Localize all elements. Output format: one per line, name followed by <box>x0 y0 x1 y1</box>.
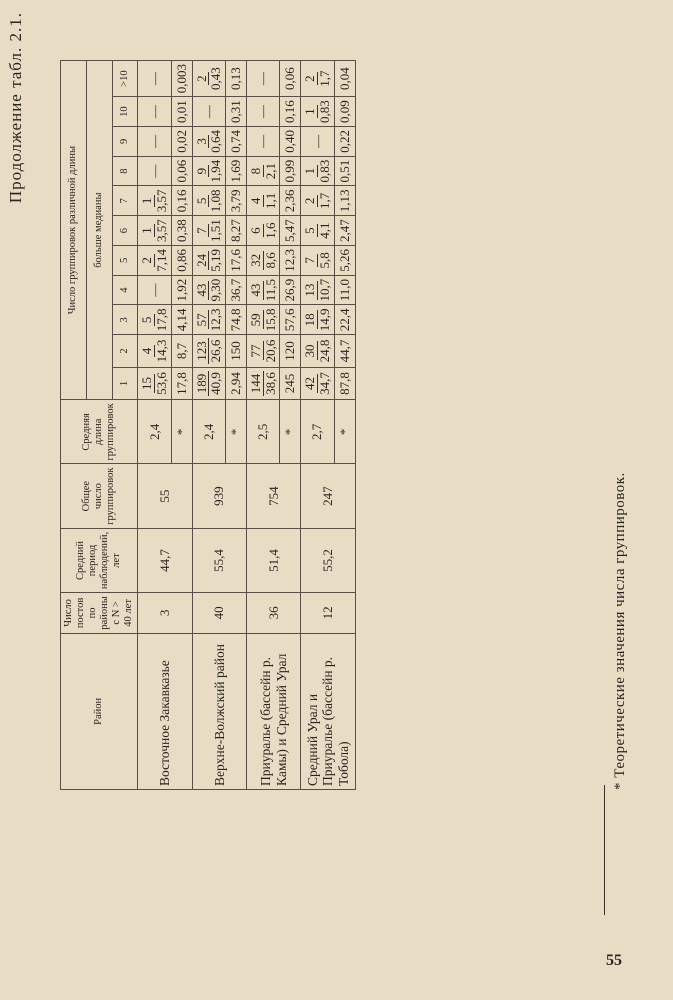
observed-cell <box>192 61 225 97</box>
observed-percent: 14,9 <box>316 308 332 332</box>
observed-count: 189 <box>195 371 210 397</box>
observed-cell <box>301 335 334 368</box>
fraction <box>303 160 331 183</box>
theory-cell: 0,04 <box>334 61 355 97</box>
fraction <box>195 279 223 302</box>
observed-cell <box>301 367 334 400</box>
avg-period-cell: 51,4 <box>246 528 300 592</box>
observed-cell <box>138 127 171 157</box>
col-header-above-median: больше медианы <box>86 61 112 400</box>
observed-count: 77 <box>249 342 264 361</box>
theory-cell: 74,8 <box>225 305 246 335</box>
observed-count: — <box>255 134 271 148</box>
fraction <box>195 219 223 242</box>
observed-percent: 4,1 <box>316 222 332 239</box>
observed-cell <box>192 127 225 157</box>
theory-cell: 0,38 <box>171 216 192 246</box>
observed-percent: 9,30 <box>208 278 224 302</box>
region-cell: Восточное Закавказье <box>138 633 192 789</box>
length-col-1: 1 <box>112 367 138 400</box>
observed-percent: 10,7 <box>316 278 332 302</box>
observed-cell <box>301 246 334 276</box>
observed-cell <box>246 246 279 276</box>
observed-percent: 26,6 <box>208 339 224 363</box>
table-body <box>138 61 355 790</box>
observed-percent: 3,57 <box>154 189 170 213</box>
fraction <box>140 338 168 364</box>
observed-cell <box>301 275 334 305</box>
col-header-groups-title: Число группировок различной длины <box>61 61 87 400</box>
fraction <box>256 130 270 153</box>
theory-cell: 2,36 <box>280 186 301 216</box>
observed-cell <box>301 61 334 97</box>
observed-cell <box>246 216 279 246</box>
fraction <box>256 64 270 93</box>
observed-count: — <box>200 105 216 119</box>
observed-count: 8 <box>249 165 264 178</box>
observed-cell <box>192 156 225 186</box>
theory-cell: 26,9 <box>280 275 301 305</box>
observed-percent: 7,14 <box>154 249 170 272</box>
fraction <box>140 219 168 242</box>
avg-length-cell: 2,4 <box>192 400 225 464</box>
fraction <box>303 338 331 364</box>
theory-cell: 8,27 <box>225 216 246 246</box>
observed-cell <box>192 97 225 127</box>
fraction <box>140 309 168 332</box>
observed-count: 1 <box>140 224 155 237</box>
avg-length-cell: 2,7 <box>301 400 334 464</box>
observed-cell <box>138 156 171 186</box>
col-header-stations: Число постов по районы с N > 40 лет <box>61 593 138 633</box>
observed-percent: 53,6 <box>154 372 170 395</box>
observed-cell <box>192 216 225 246</box>
observed-cell <box>138 246 171 276</box>
table-row <box>246 61 279 790</box>
observed-percent: 1,7 <box>316 70 332 87</box>
fraction <box>140 190 168 213</box>
theory-cell: 1,92 <box>171 275 192 305</box>
observed-count: 4 <box>249 195 264 208</box>
length-col-2: 2 <box>112 335 138 368</box>
data-table <box>60 60 356 790</box>
stations-cell: 3 <box>138 593 192 633</box>
observed-count: — <box>255 72 271 86</box>
observed-percent: 40,9 <box>208 372 224 395</box>
theory-mark: * <box>225 400 246 464</box>
col-header-total-groups: Общее число группировок <box>61 464 138 528</box>
fraction <box>195 338 223 364</box>
observed-percent: 0,83 <box>316 100 332 123</box>
theory-cell: 0,06 <box>280 61 301 97</box>
theory-cell: 17,8 <box>171 367 192 400</box>
theory-cell: 0,86 <box>171 246 192 276</box>
theory-cell: 0,51 <box>334 156 355 186</box>
observed-count: 7 <box>195 224 210 237</box>
length-col-8: 8 <box>112 156 138 186</box>
fraction <box>249 190 277 213</box>
fraction <box>249 160 277 183</box>
fraction <box>140 249 168 272</box>
fraction <box>303 190 331 213</box>
fraction <box>311 130 325 153</box>
theory-cell: 8,7 <box>171 335 192 368</box>
observed-count: 3 <box>195 135 210 148</box>
theory-cell: 36,7 <box>225 275 246 305</box>
observed-count: 2 <box>303 72 318 85</box>
observed-count: 7 <box>303 254 318 267</box>
observed-count: 1 <box>140 195 155 208</box>
observed-cell <box>138 186 171 216</box>
observed-percent: 1,1 <box>262 192 278 209</box>
observed-percent: 0,64 <box>208 130 224 153</box>
footnote-rule <box>604 785 605 915</box>
observed-cell <box>301 97 334 127</box>
theory-cell: 11,0 <box>334 275 355 305</box>
fraction <box>195 249 223 272</box>
fraction <box>303 100 331 123</box>
observed-cell <box>192 246 225 276</box>
fraction <box>249 338 277 364</box>
theory-cell: 4,14 <box>171 305 192 335</box>
observed-cell <box>138 305 171 335</box>
fraction <box>148 100 162 123</box>
observed-cell <box>301 156 334 186</box>
region-cell: Приуралье (бассейн р. Камы) и Средний Урал <box>246 633 300 789</box>
observed-percent: 5,8 <box>316 252 332 269</box>
region-cell: Верхне-Волжский район <box>192 633 246 789</box>
theory-cell: 0,16 <box>280 97 301 127</box>
observed-percent: 34,7 <box>316 372 332 395</box>
avg-period-cell: 44,7 <box>138 528 192 592</box>
observed-percent: 8,6 <box>262 252 278 269</box>
length-col-11: >10 <box>112 61 138 97</box>
theory-cell: 150 <box>225 335 246 368</box>
stations-cell: 36 <box>246 593 300 633</box>
observed-percent: 1,08 <box>208 189 224 213</box>
observed-count: — <box>146 164 162 178</box>
fraction <box>303 309 331 332</box>
theory-mark: * <box>280 400 301 464</box>
observed-count: 1 <box>303 165 318 178</box>
observed-percent: 14,3 <box>154 339 170 363</box>
observed-count: 4 <box>140 345 155 358</box>
avg-period-cell: 55,2 <box>301 528 355 592</box>
theory-cell: 0,13 <box>225 61 246 97</box>
observed-percent: 1,7 <box>316 192 332 209</box>
observed-percent: 17,8 <box>154 308 170 332</box>
observed-cell <box>301 127 334 157</box>
theory-cell: 12,3 <box>280 246 301 276</box>
fraction <box>303 371 331 397</box>
theory-cell: 17,6 <box>225 246 246 276</box>
avg-length-cell: 2,4 <box>138 400 171 464</box>
fraction <box>249 371 277 397</box>
observed-count: 24 <box>195 251 210 270</box>
observed-percent: 3,57 <box>154 219 170 242</box>
observed-cell <box>138 216 171 246</box>
observed-count: — <box>146 72 162 86</box>
theory-cell: 22,4 <box>334 305 355 335</box>
theory-cell: 1,69 <box>225 156 246 186</box>
observed-cell <box>138 335 171 368</box>
fraction <box>202 100 216 123</box>
theory-cell: 0,16 <box>171 186 192 216</box>
theory-cell: 0,01 <box>171 97 192 127</box>
observed-count: 6 <box>249 224 264 237</box>
observed-percent: 5,19 <box>208 249 224 272</box>
fraction <box>195 64 223 93</box>
region-cell: Средний Урал и Приуралье (бассейн р. Тобола) <box>301 633 355 789</box>
total-groups-cell: 939 <box>192 464 246 528</box>
observed-cell <box>192 186 225 216</box>
observed-cell <box>301 186 334 216</box>
observed-cell <box>138 275 171 305</box>
observed-cell <box>192 305 225 335</box>
theory-cell: 0,22 <box>334 127 355 157</box>
fraction <box>148 130 162 153</box>
observed-cell <box>301 216 334 246</box>
observed-cell <box>246 367 279 400</box>
observed-cell <box>246 335 279 368</box>
theory-cell: 120 <box>280 335 301 368</box>
theory-cell: 0,74 <box>225 127 246 157</box>
fraction <box>303 279 331 302</box>
observed-count: — <box>146 105 162 119</box>
observed-cell <box>192 275 225 305</box>
theory-cell: 5,26 <box>334 246 355 276</box>
table-row <box>192 61 225 790</box>
theory-cell: 0,09 <box>334 97 355 127</box>
fraction <box>249 309 277 332</box>
avg-length-cell: 2,5 <box>246 400 279 464</box>
observed-percent: 0,43 <box>208 67 224 90</box>
total-groups-cell: 55 <box>138 464 192 528</box>
observed-count: — <box>146 283 162 297</box>
observed-count: 15 <box>140 374 155 393</box>
table-row <box>301 61 334 790</box>
theory-cell: 0,31 <box>225 97 246 127</box>
observed-count: 2 <box>195 72 210 85</box>
observed-count: 42 <box>303 374 318 393</box>
theory-cell: 1,13 <box>334 186 355 216</box>
fraction <box>195 371 223 397</box>
theory-cell: 0,06 <box>171 156 192 186</box>
theory-cell: 44,7 <box>334 335 355 368</box>
observed-cell <box>301 305 334 335</box>
table-caption: Продолжение табл. 2.1. <box>6 12 25 204</box>
observed-cell <box>192 335 225 368</box>
observed-cell <box>138 61 171 97</box>
observed-cell <box>246 156 279 186</box>
page-number: 55 <box>606 952 622 969</box>
fraction <box>303 219 331 242</box>
observed-percent: 1,51 <box>208 219 224 242</box>
observed-count: 18 <box>303 310 318 329</box>
col-header-region: Район <box>61 633 138 789</box>
observed-cell <box>246 275 279 305</box>
observed-percent: 1,6 <box>262 222 278 239</box>
theory-cell: 0,02 <box>171 127 192 157</box>
observed-count: 5 <box>140 314 155 327</box>
length-col-6: 6 <box>112 216 138 246</box>
stations-cell: 40 <box>192 593 246 633</box>
observed-percent: 20,6 <box>262 339 278 363</box>
observed-cell <box>138 97 171 127</box>
observed-cell <box>246 127 279 157</box>
length-col-9: 9 <box>112 127 138 157</box>
stations-cell: 12 <box>301 593 355 633</box>
observed-cell <box>246 305 279 335</box>
observed-count: 144 <box>249 371 264 397</box>
observed-percent: 12,3 <box>208 308 224 332</box>
observed-percent: 1,94 <box>208 159 224 183</box>
observed-percent: 15,8 <box>262 308 278 332</box>
fraction <box>303 64 331 93</box>
total-groups-cell: 247 <box>301 464 355 528</box>
theory-cell: 2,47 <box>334 216 355 246</box>
avg-period-cell: 55,4 <box>192 528 246 592</box>
fraction <box>148 279 162 302</box>
observed-percent: 38,6 <box>262 372 278 395</box>
theory-cell: 0,003 <box>171 61 192 97</box>
length-col-4: 4 <box>112 275 138 305</box>
observed-percent: 24,8 <box>316 339 332 363</box>
observed-count: 5 <box>195 195 210 208</box>
observed-count: 13 <box>303 281 318 300</box>
observed-count: 9 <box>195 165 210 178</box>
observed-cell <box>138 367 171 400</box>
fraction <box>140 371 168 397</box>
observed-count: 30 <box>303 342 318 361</box>
fraction <box>249 279 277 302</box>
observed-count: 2 <box>303 195 318 208</box>
fraction <box>195 160 223 183</box>
theory-cell: 3,79 <box>225 186 246 216</box>
observed-count: — <box>255 105 271 119</box>
length-col-10: 10 <box>112 97 138 127</box>
observed-count: 123 <box>195 338 210 364</box>
col-header-avg-period: Средний период наблюдений, лет <box>61 528 138 592</box>
observed-count: 57 <box>195 310 210 329</box>
observed-count: 1 <box>303 105 318 118</box>
observed-percent: 2,1 <box>262 163 278 180</box>
footnote: * Теоретические значения числа группировок. <box>612 472 628 790</box>
length-col-5: 5 <box>112 246 138 276</box>
theory-cell: 57,6 <box>280 305 301 335</box>
observed-cell <box>246 61 279 97</box>
observed-percent: 0,83 <box>316 159 332 183</box>
fraction <box>249 249 277 272</box>
table-row <box>138 61 171 790</box>
fraction <box>195 130 223 153</box>
fraction <box>148 64 162 93</box>
observed-percent: 11,5 <box>262 278 278 302</box>
fraction <box>195 309 223 332</box>
fraction <box>249 219 277 242</box>
observed-cell <box>246 186 279 216</box>
observed-count: 32 <box>249 251 264 270</box>
total-groups-cell: 754 <box>246 464 300 528</box>
fraction <box>303 249 331 272</box>
theory-cell: 0,99 <box>280 156 301 186</box>
theory-cell: 87,8 <box>334 367 355 400</box>
col-header-avg-length: Средняя длина группировок <box>61 400 138 464</box>
theory-cell: 5,47 <box>280 216 301 246</box>
theory-cell: 0,40 <box>280 127 301 157</box>
theory-cell: 245 <box>280 367 301 400</box>
observed-count: — <box>146 134 162 148</box>
observed-count: 2 <box>140 254 155 267</box>
fraction <box>195 190 223 213</box>
theory-mark: * <box>334 400 355 464</box>
observed-count: 43 <box>195 281 210 300</box>
observed-count: — <box>309 134 325 148</box>
observed-cell <box>246 97 279 127</box>
observed-cell <box>192 367 225 400</box>
observed-count: 5 <box>303 224 318 237</box>
observed-count: 59 <box>249 310 264 329</box>
fraction <box>148 160 162 183</box>
theory-cell: 2,94 <box>225 367 246 400</box>
length-col-3: 3 <box>112 305 138 335</box>
fraction <box>256 100 270 123</box>
observed-count: 43 <box>249 281 264 300</box>
length-col-7: 7 <box>112 186 138 216</box>
theory-mark: * <box>171 400 192 464</box>
